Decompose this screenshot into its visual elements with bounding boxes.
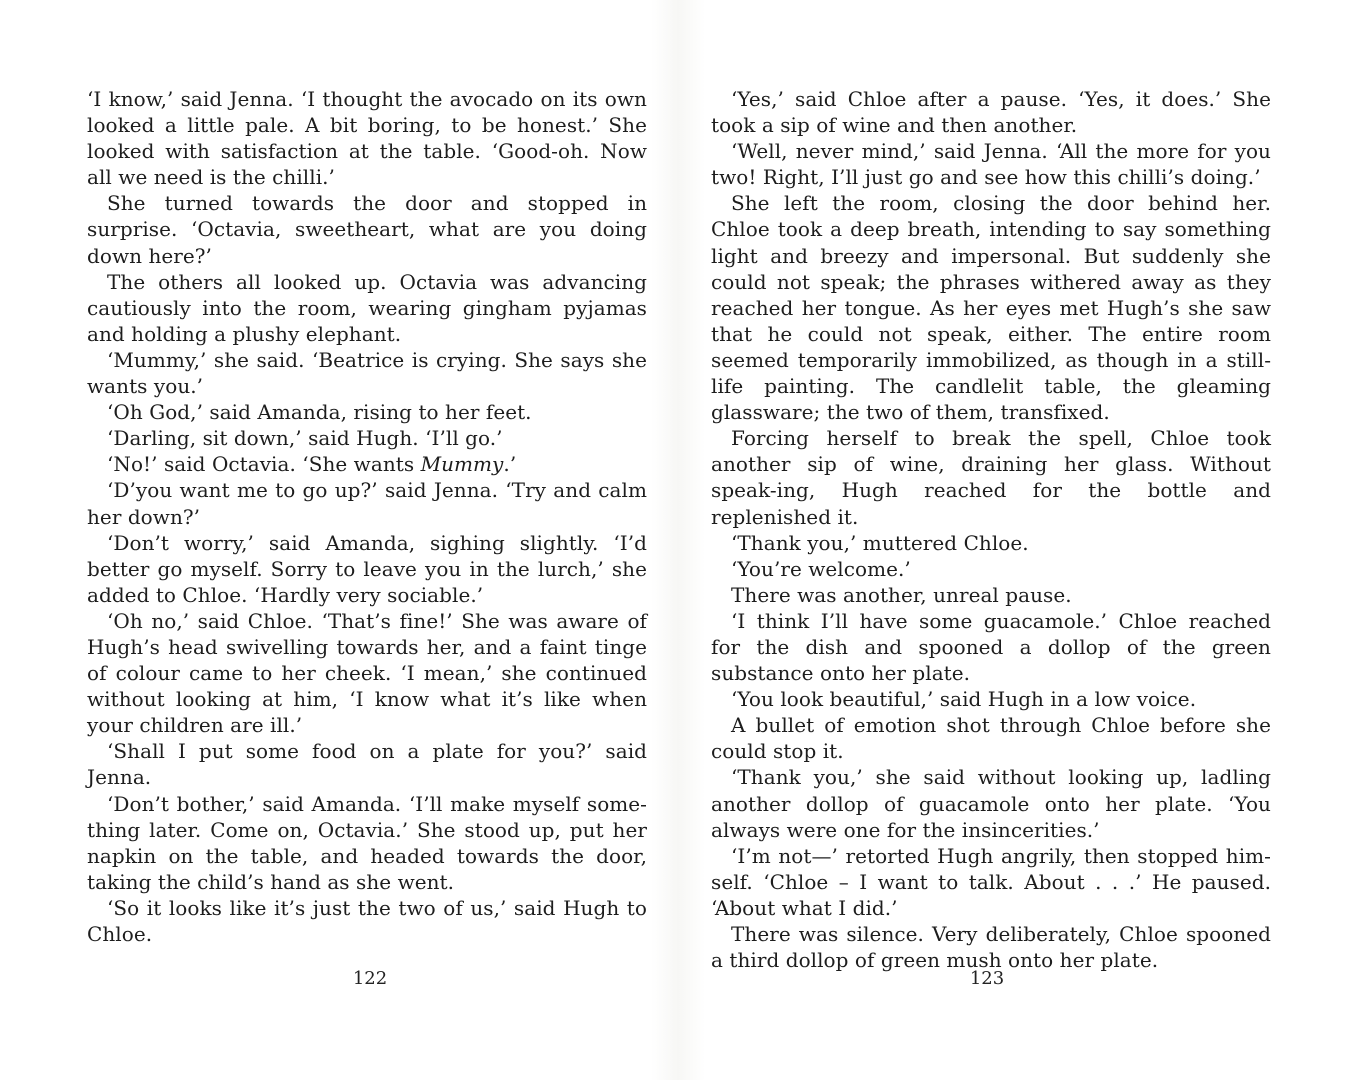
right-page	[711, 86, 1271, 973]
paragraph: ‘Darling, sit down,’ said Hugh. ‘I’ll go.’	[107, 426, 503, 451]
paragraph: ‘I’m not—’ retorted Hugh angrily, then stopped him-self. ‘Chloe – I want to talk. About . . .’ He paused. ‘About what I did.’	[711, 843, 1271, 920]
paragraph: Forcing herself to break the spell, Chloe took another sip of wine, draining her glass. Without speak-ing, Hugh reached for the bottle and replenished it.	[711, 426, 1271, 529]
paragraph: She left the room, closing the door behind her. Chloe took a deep breath, intending to say something light and breezy and impersonal. But suddenly she could not speak; the phrases withered away as they reached her tongue. As her eyes met Hugh’s she saw that he could not speak, either. The entire room seemed temporarily immobilized, as though in a still-life painting. The candlelit table, the gleaming glassware; the two of them, transfixed.	[711, 191, 1271, 425]
paragraph: ‘Well, never mind,’ said Jenna. ‘All the more for you two! Right, I’ll just go and see how this chilli’s doing.’	[711, 139, 1271, 190]
paragraph: ‘D’you want me to go up?’ said Jenna. ‘Try and calm her down?’	[87, 478, 647, 529]
paragraph: There was silence. Very deliberately, Chloe spooned a third dollop of green mush onto her plate.	[711, 922, 1271, 973]
paragraph: ‘Don’t worry,’ said Amanda, sighing slightly. ‘I’d better go myself. Sorry to leave you in the lurch,’ she added to Chloe. ‘Hardly very sociable.’	[87, 530, 647, 607]
paragraph	[87, 451, 647, 477]
paragraph: ‘Yes,’ said Chloe after a pause. ‘Yes, it does.’ She took a sip of wine and then another.	[711, 87, 1271, 138]
paragraph: ‘You’re welcome.’	[731, 556, 911, 581]
paragraph: The others all looked up. Octavia was advancing cautiously into the room, wearing gingham pyjamas and holding a plushy elephant.	[87, 269, 647, 346]
paragraph: ‘I know,’ said Jenna. ‘I thought the avocado on its own looked a little pale. A bit boring, to be honest.’ She looked with satisfaction at the table. ‘Good-oh. Now all we need is the chilli.’	[87, 87, 647, 190]
left-page	[87, 86, 647, 947]
paragraph: ‘Mummy,’ she said. ‘Beatrice is crying. She says she wants you.’	[87, 347, 647, 399]
paragraph: ‘So it looks like it’s just the two of us,’ said Hugh to Chloe.	[87, 895, 647, 946]
paragraph: ‘Don’t bother,’ said Amanda. ‘I’ll make myself some-thing later. Come on, Octavia.’ She stood up, put her napkin on the table, and headed towards the door, taking the child’s hand as she went.	[87, 791, 647, 894]
paragraph: A bullet of emotion shot through Chloe before she could stop it.	[711, 713, 1271, 764]
paragraph-tail: .’	[503, 452, 517, 477]
paragraph: ‘You look beautiful,’ said Hugh in a low voice.	[731, 687, 1197, 712]
paragraph: ‘Shall I put some food on a plate for you?’ said Jenna.	[87, 739, 647, 790]
page-number-left: 122	[352, 968, 388, 989]
paragraph: ‘Oh no,’ said Chloe. ‘That’s fine!’ She was aware of Hugh’s head swivelling towards her, and a faint tinge of colour came to her cheek. ‘I mean,’ she continued without looking at him, ‘I know what it’s like when your children are ill.’	[87, 608, 647, 738]
paragraph: She turned towards the door and stopped in surprise. ‘Octavia, sweetheart, what are you doing down here?’	[87, 191, 647, 268]
emphasis-text: Mummy	[420, 452, 504, 477]
paragraph-text: ‘No!’ said Octavia. ‘She wants	[107, 452, 421, 477]
page-number-right: 123	[969, 968, 1005, 989]
paragraph: ‘I think I’ll have some guacamole.’ Chloe reached for the dish and spooned a dollop of the green substance onto her plate.	[711, 608, 1271, 686]
paragraph: There was another, unreal pause.	[731, 582, 1072, 607]
paragraph: ‘Thank you,’ she said without looking up, ladling another dollop of guacamole onto her plate. ‘You always were one for the insincerities.’	[711, 765, 1271, 842]
paragraph: ‘Thank you,’ muttered Chloe.	[731, 530, 1029, 555]
paragraph: ‘Oh God,’ said Amanda, rising to her feet.	[107, 400, 532, 425]
